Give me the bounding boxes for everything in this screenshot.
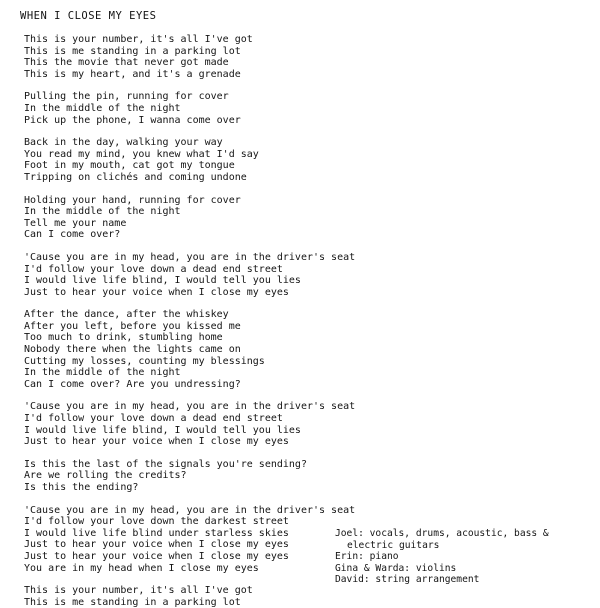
lyric-stanza — [24, 91, 586, 126]
lyric-stanza — [24, 195, 586, 241]
lyric-line: This is me standing in a parking lot — [24, 596, 241, 608]
lyric-stanza-chorus — [24, 252, 586, 298]
lyric-line: In the middle of the night — [24, 367, 181, 379]
lyric-line: After you left, before you kissed me — [24, 320, 241, 332]
lyric-stanza — [24, 34, 586, 80]
page-title: WHEN I CLOSE MY EYES — [20, 10, 157, 22]
lyric-line: Holding your hand, running for cover — [24, 194, 241, 206]
lyric-stanza — [24, 309, 586, 390]
lyric-line: In the middle of the night — [24, 206, 181, 218]
credit-line-continuation: electric guitars — [347, 539, 440, 551]
lyric-line: Tripping on clichés and coming undone — [24, 171, 247, 183]
credits-block — [335, 528, 585, 586]
lyric-line: Back in the day, walking your way — [24, 137, 223, 149]
lyric-line: 'Cause you are in my head, you are in the driver's seat — [24, 251, 356, 263]
lyric-line: 'Cause you are in my head, you are in the driver's seat — [24, 401, 356, 413]
lyric-line: I would live life blind under starless skies — [24, 527, 289, 539]
lyric-line: Too much to drink, stumbling home — [24, 332, 223, 344]
lyric-line: This is your number, it's all I've got — [24, 34, 253, 45]
lyric-line: I'd follow your love down the darkest street — [24, 516, 289, 528]
lyric-stanza — [24, 459, 586, 494]
lyric-line: This the movie that never got made — [24, 57, 229, 69]
lyric-line: After the dance, after the whiskey — [24, 309, 229, 321]
lyric-line: Is this the last of the signals you're sending? — [24, 458, 307, 470]
lyric-line: Just to hear your voice when I close my eyes — [24, 539, 289, 551]
lyric-line: Tell me your name — [24, 217, 127, 229]
lyric-stanza — [24, 585, 586, 608]
lyric-line: I'd follow your love down a dead end street — [24, 263, 283, 275]
lyric-line: You read my mind, you knew what I'd say — [24, 148, 259, 160]
lyric-line: Just to hear your voice when I close my eyes — [24, 286, 289, 298]
credit-line: Gina & Warda: violins — [335, 562, 457, 574]
lyric-line: Pick up the phone, I wanna come over — [24, 114, 241, 126]
lyric-line: Can I come over? — [24, 229, 121, 241]
lyric-stanza-chorus — [24, 401, 586, 447]
lyric-line: Is this the ending? — [24, 482, 139, 493]
lyric-line: This is my heart, and it's a grenade — [24, 68, 241, 80]
lyric-line: In the middle of the night — [24, 102, 181, 114]
lyric-line: I'd follow your love down a dead end street — [24, 413, 283, 425]
lyric-line: This is your number, it's all I've got — [24, 585, 253, 597]
lyric-line: Nobody there when the lights came on — [24, 344, 241, 356]
lyric-line: Pulling the pin, running for cover — [24, 91, 229, 103]
lyric-line: Foot in my mouth, cat got my tongue — [24, 160, 235, 172]
lyrics-body — [24, 34, 586, 608]
lyric-line: Just to hear your voice when I close my eyes — [24, 436, 289, 448]
lyric-line: Just to hear your voice when I close my eyes — [24, 550, 289, 562]
credit-line: David: string arrangement — [335, 574, 480, 586]
credit-line: Joel: vocals, drums, acoustic, bass & — [335, 528, 549, 539]
lyric-line: Are we rolling the credits? — [24, 470, 187, 482]
lyric-line: I would live life blind, I would tell you lies — [24, 424, 301, 436]
lyric-line: This is me standing in a parking lot — [24, 45, 241, 57]
lyric-line: Can I come over? Are you undressing? — [24, 378, 241, 390]
lyric-stanza — [24, 137, 586, 183]
lyric-line: Cutting my losses, counting my blessings — [24, 355, 265, 367]
credit-line: Erin: piano — [335, 551, 399, 563]
lyric-line: 'Cause you are in my head, you are in the driver's seat — [24, 504, 356, 516]
lyric-line: You are in my head when I close my eyes — [24, 562, 259, 574]
lyric-line: I would live life blind, I would tell you lies — [24, 275, 301, 287]
